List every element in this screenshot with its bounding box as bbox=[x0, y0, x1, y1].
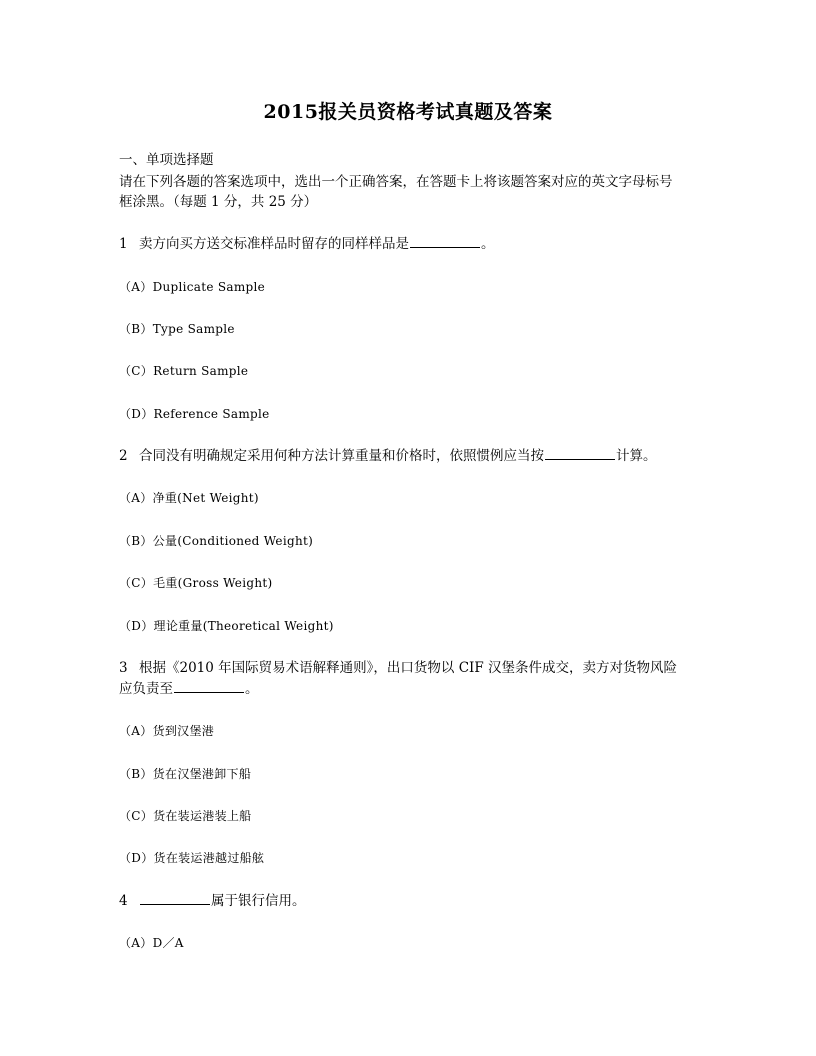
question-1-option-b: （B）Type Sample bbox=[119, 322, 235, 336]
question-text: 合同没有明确规定采用何种方法计算重量和价格时，依照惯例应当按 bbox=[139, 448, 544, 464]
question-number: 4 bbox=[119, 893, 128, 909]
question-text-end: 。 bbox=[481, 236, 495, 252]
document-title: 2015报关员资格考试真题及答案 bbox=[263, 101, 553, 123]
question-2-option-b: （B）公量(Conditioned Weight) bbox=[119, 534, 314, 548]
question-3-stem-line-1 bbox=[119, 658, 677, 678]
question-2-option-c: （C）毛重(Gross Weight) bbox=[119, 576, 273, 590]
question-text: 卖方向买方送交标准样品时留存的同样样品是 bbox=[139, 236, 409, 252]
answer-blank bbox=[545, 446, 615, 460]
question-number: 3 bbox=[119, 660, 128, 676]
section-heading: 一、单项选择题 bbox=[119, 152, 214, 168]
question-4-stem bbox=[119, 891, 306, 911]
question-number: 2 bbox=[119, 448, 128, 464]
question-text-end: 。 bbox=[245, 681, 259, 697]
answer-blank bbox=[174, 679, 244, 693]
question-1-option-d: （D）Reference Sample bbox=[119, 407, 270, 421]
question-text-end: 计算。 bbox=[616, 448, 657, 464]
question-1-option-a: （A）Duplicate Sample bbox=[119, 280, 266, 294]
question-3-option-d: （D）货在装运港越过船舷 bbox=[119, 851, 265, 865]
question-1-stem bbox=[119, 234, 495, 254]
answer-blank bbox=[140, 891, 210, 905]
question-text-end: 属于银行信用。 bbox=[211, 893, 306, 909]
question-text: 应负责至 bbox=[119, 681, 173, 697]
question-3-option-c: （C）货在装运港装上船 bbox=[119, 809, 252, 823]
answer-blank bbox=[410, 234, 480, 248]
question-2-option-d: （D）理论重量(Theoretical Weight) bbox=[119, 619, 334, 633]
question-number: 1 bbox=[119, 236, 128, 252]
question-4-option-a: （A）D／A bbox=[119, 936, 184, 950]
question-3-stem-line-2 bbox=[119, 679, 259, 699]
question-2-stem bbox=[119, 446, 657, 466]
instructions-line-1: 请在下列各题的答案选项中，选出一个正确答案，在答题卡上将该题答案对应的英文字母标号 bbox=[119, 174, 673, 190]
question-1-option-c: （C）Return Sample bbox=[119, 364, 249, 378]
question-3-option-a: （A）货到汉堡港 bbox=[119, 724, 215, 738]
instructions-line-2: 框涂黑。（每题 1 分，共 25 分） bbox=[119, 194, 318, 210]
question-2-option-a: （A）净重(Net Weight) bbox=[119, 491, 259, 505]
question-3-option-b: （B）货在汉堡港卸下船 bbox=[119, 767, 252, 781]
question-text: 根据《2010 年国际贸易术语解释通则》，出口货物以 CIF 汉堡条件成交，卖方对货物风险 bbox=[139, 660, 678, 676]
